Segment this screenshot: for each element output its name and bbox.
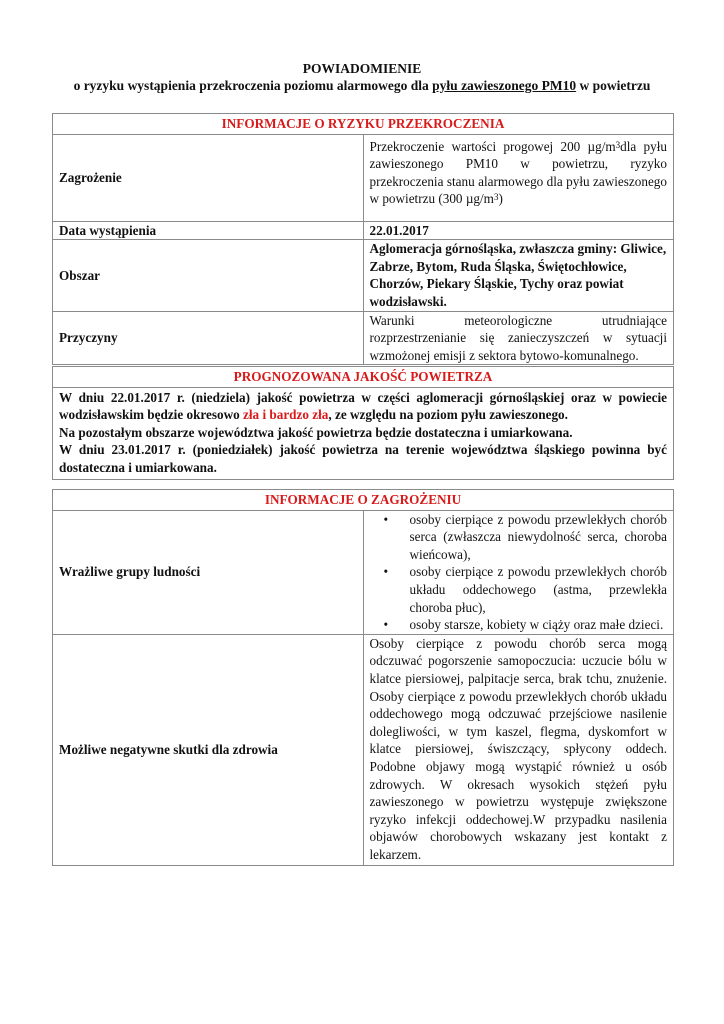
threat-sup-1: 3	[615, 139, 621, 150]
title-line-2	[52, 77, 672, 94]
bullet-icon: •	[383, 617, 389, 633]
threat-value	[363, 134, 674, 221]
forecast-p1-pre: W dniu 22.01.2017 r. (niedziela) jakość powietrza w części aglomeracji górnośląskiej oraz w powiecie wodzisławskim będzie okresowo	[59, 389, 667, 423]
area-label: Obszar	[53, 240, 364, 311]
list-item	[370, 511, 668, 564]
title-line-2-pre: o ryzyku wystąpienia przekroczenia poziomu alarmowego dla	[73, 78, 433, 93]
threat-label: Zagrożenie	[53, 134, 364, 221]
threat-text-1: Przekroczenie wartości progowej 200 µg/m	[369, 138, 616, 154]
date-value: 22.01.2017	[363, 221, 674, 240]
list-item-text: osoby cierpiące z powodu przewlekłych chorób układu oddechowego (astma, przewlekła choroba płuc),	[409, 564, 667, 615]
threat-text-2: dla pyłu zawieszonego PM10 w powietrzu, ryzyko przekroczenia stanu alarmowego dla pyłu zawieszonego w powietrzu (300 µg/m	[369, 138, 668, 207]
sensitive-groups-list	[370, 511, 668, 634]
causes-label: Przyczyny	[53, 311, 364, 365]
list-item	[370, 563, 668, 616]
title-pollutant: pyłu zawieszonego PM10	[432, 78, 577, 93]
hazard-info-table	[52, 489, 674, 866]
sensitive-groups-label: Wrażliwe grupy ludności	[53, 510, 364, 634]
forecast-p1-post: , ze względu na poziom pyłu zawieszonego.	[328, 407, 568, 423]
bullet-icon: •	[383, 564, 389, 580]
date-label: Data wystąpienia	[53, 221, 364, 240]
bullet-icon: •	[383, 511, 389, 527]
area-value: Aglomeracja górnośląska, zwłaszcza gminy: Gliwice, Zabrze, Bytom, Ruda Śląska, Świętochłowice, Chorzów, Piekary Śląskie, Tychy oraz powiat wodzisławski.	[363, 240, 674, 311]
health-effects-value: Osoby cierpiące z powodu chorób serca mogą odczuwać pogorszenie samopoczucia: uczucie bólu w klatce piersiowej, palpitacje serca, brak tchu, znużenie. Osoby cierpiące z powodu przewlekłych chorób układu oddechowego mogą odczuwać przejściowe nasilenie dolegliwości, w tym kaszel, flegma, dyskomfort w klatce piersiowej, świszczący, spłycony oddech. Podobne objawy mogą wystąpić również u osób zdrowych. W okresach wysokich stężeń pyłu zawieszonego w powietrzu występuje zwiększone ryzyko infekcji oddechowej.W przypadku nasilenia objawów chorobowych wskazany jest kontakt z lekarzem.	[363, 634, 674, 866]
forecast-p1-quality: zła i bardzo zła	[243, 407, 329, 423]
hazard-info-header: INFORMACJE O ZAGROŻENIU	[53, 490, 674, 511]
forecast-header: PROGNOZOWANA JAKOŚĆ POWIETRZA	[53, 367, 674, 388]
health-effects-label: Możliwe negatywne skutki dla zdrowia	[53, 634, 364, 866]
title-line-1: POWIADOMIENIE	[302, 61, 422, 76]
forecast-paragraph-2: Na pozostałym obszarze województwa jakość powietrza będzie dostateczna i umiarkowana.	[59, 424, 573, 440]
forecast-paragraph-3: W dniu 23.01.2017 r. (poniedziałek) jakość powietrza na terenie województwa śląskiego powinna być dostateczna i umiarkowana.	[59, 442, 667, 475]
causes-value: Warunki meteorologiczne utrudniające rozprzestrzenianie się zanieczyszczeń w sytuacji wzmożonej emisji z sektora bytowo-komunalnego.	[363, 311, 674, 365]
threat-sup-2: 3	[493, 192, 499, 203]
forecast-paragraph-1	[59, 389, 667, 424]
risk-info-header: INFORMACJE O RYZYKU PRZEKROCZENIA	[53, 114, 674, 135]
list-item-text: osoby starsze, kobiety w ciąży oraz małe dzieci.	[409, 617, 664, 633]
forecast-table	[52, 366, 674, 480]
document-title	[52, 60, 672, 94]
threat-text-3: )	[498, 191, 503, 207]
forecast-body	[53, 387, 674, 479]
list-item-text: osoby cierpiące z powodu przewlekłych chorób serca (zwłaszcza niewydolność serca, choroba wieńcowa),	[409, 511, 667, 562]
title-line-2-post: w powietrzu	[576, 78, 651, 93]
risk-info-table	[52, 113, 674, 365]
list-item	[370, 616, 668, 634]
sensitive-groups-value	[363, 510, 674, 634]
